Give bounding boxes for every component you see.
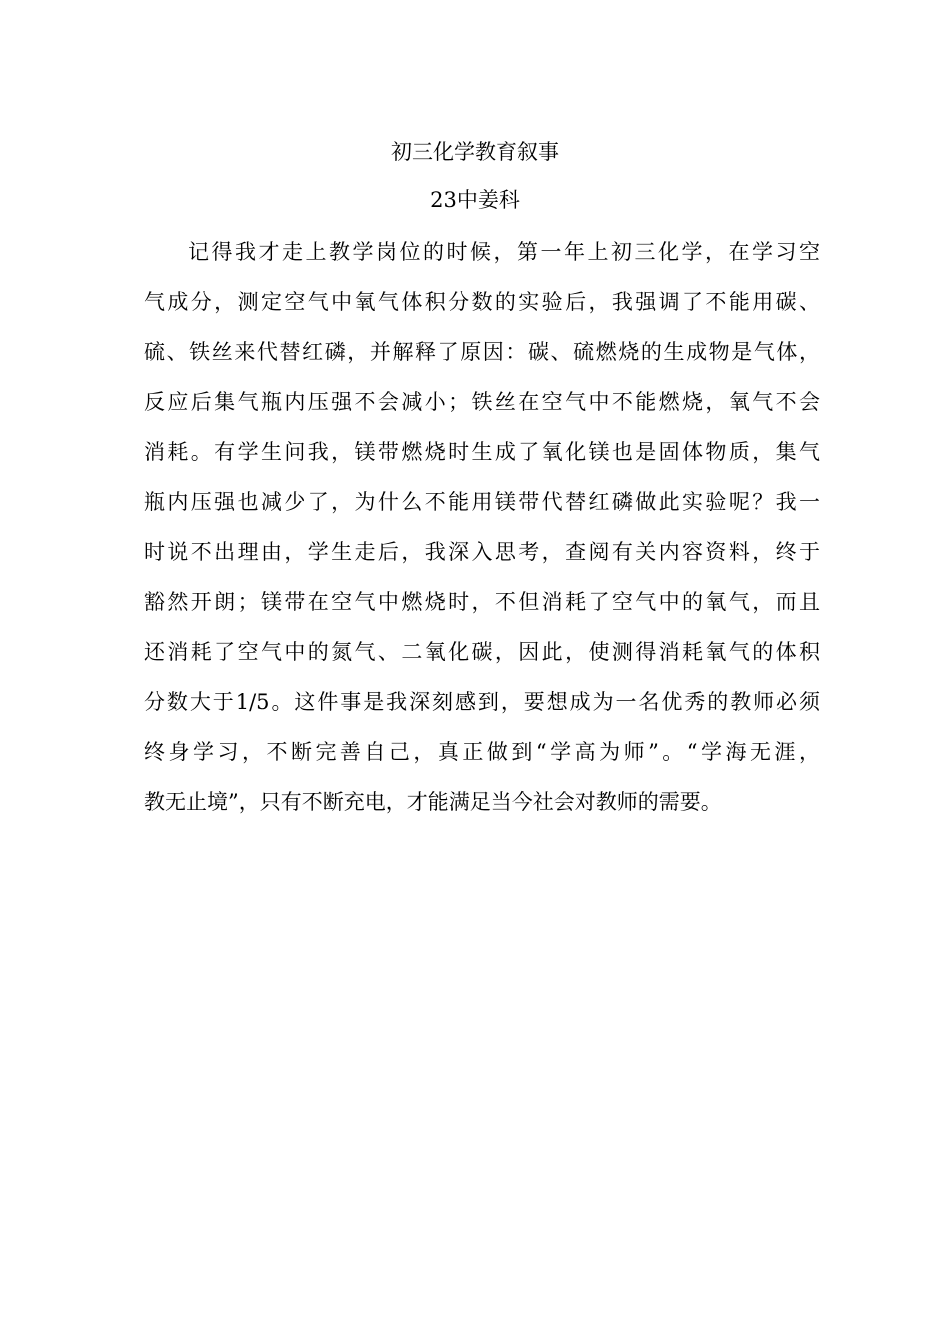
paragraph-line: 还消耗了空气中的氮气、二氧化碳，因此，使测得消耗氧气的体积 (144, 640, 820, 664)
paragraph-line: 终身学习，不断完善自己，真正做到“学高为师”。“学海无涯， (144, 740, 820, 764)
paragraph-line: 硫、铁丝来代替红磷，并解释了原因：碳、硫燃烧的生成物是气体， (144, 340, 820, 364)
paragraph-line: 消耗。有学生问我，镁带燃烧时生成了氧化镁也是固体物质，集气 (144, 440, 820, 464)
paragraph-line: 教无止境”，只有不断充电，才能满足当今社会对教师的需要。 (144, 790, 722, 814)
author-line: 23中姜科 (430, 188, 520, 212)
paragraph-line: 记得我才走上教学岗位的时候，第一年上初三化学，在学习空 (188, 240, 820, 264)
page-title: 初三化学教育叙事 (391, 140, 559, 164)
paragraph-line: 时说不出理由，学生走后，我深入思考，查阅有关内容资料，终于 (144, 540, 820, 564)
paragraph-line: 瓶内压强也减少了，为什么不能用镁带代替红磷做此实验呢？我一 (144, 490, 820, 514)
paragraph-line: 分数大于1/5。这件事是我深刻感到，要想成为一名优秀的教师必须 (144, 690, 820, 714)
body-paragraph (144, 230, 820, 830)
paragraph-line: 豁然开朗；镁带在空气中燃烧时，不但消耗了空气中的氧气，而且 (144, 590, 820, 614)
paragraph-line: 气成分，测定空气中氧气体积分数的实验后，我强调了不能用碳、 (144, 290, 820, 314)
paragraph-line: 反应后集气瓶内压强不会减小；铁丝在空气中不能燃烧，氧气不会 (144, 390, 820, 414)
